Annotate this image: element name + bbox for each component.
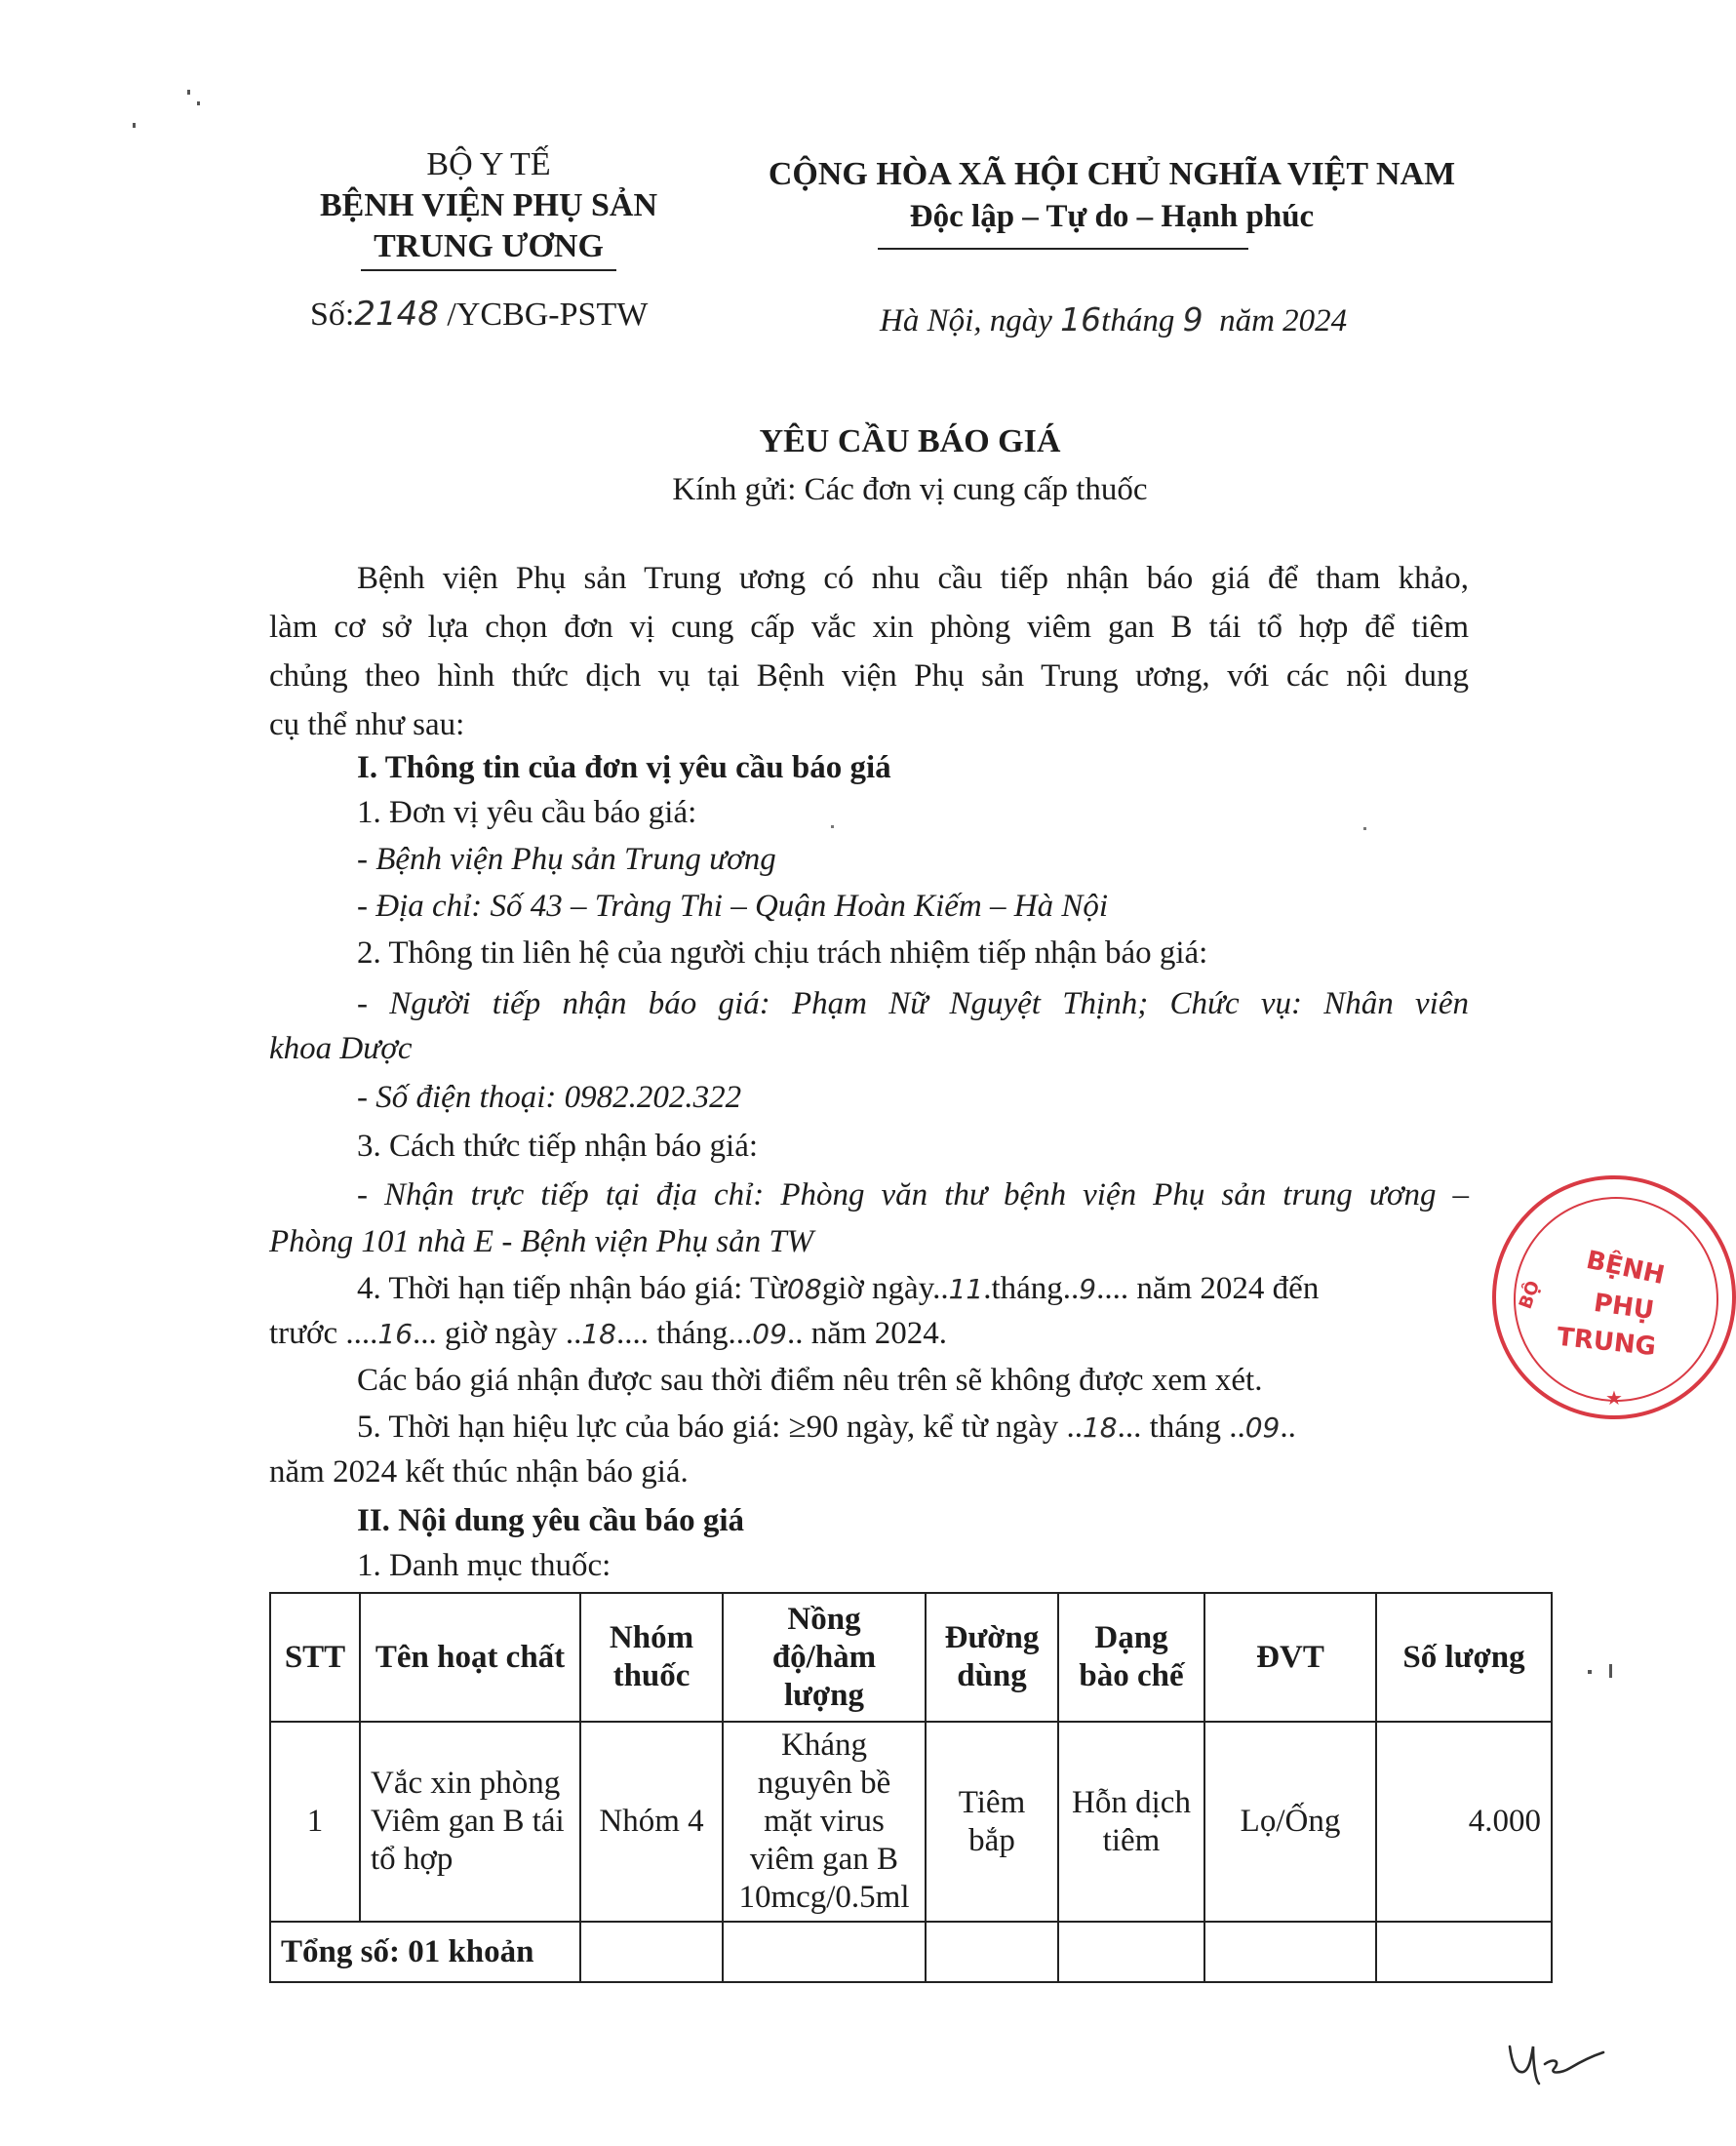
item4-hour2-handwritten: 16: [377, 1318, 414, 1350]
item4-text-h: năm 2024.: [810, 1316, 948, 1351]
document-title: YÊU CẦU BÁO GIÁ: [759, 423, 1061, 459]
header-active-ingredient: Tên hoạt chất: [360, 1593, 580, 1722]
item5-month-handwritten: 09: [1244, 1411, 1281, 1444]
cell-empty: [1376, 1922, 1552, 1982]
document-date: [880, 300, 1347, 339]
table-total-row: [270, 1922, 1552, 1982]
scan-speck: [197, 101, 200, 105]
drug-table: [269, 1592, 1553, 1983]
section1-item1-name: - Bệnh viện Phụ sản Trung ương: [357, 842, 776, 877]
intro-line-4: cụ thể như sau:: [269, 707, 465, 742]
ministry-name: BỘ Y TẾ: [426, 146, 551, 182]
item4-month1-handwritten: 9: [1079, 1273, 1097, 1305]
date-year: năm 2024: [1219, 303, 1348, 338]
motto-underline: [878, 248, 1248, 250]
cell-unit: Lọ/Ống: [1204, 1722, 1376, 1922]
date-month-label: tháng: [1101, 303, 1175, 338]
cell-empty: [580, 1922, 723, 1982]
item4-text-b: giờ ngày: [821, 1271, 933, 1306]
section1-item3-label: 3. Cách thức tiếp nhận báo giá:: [357, 1129, 759, 1164]
table-header-row: [270, 1593, 1552, 1722]
item4-text-d: năm 2024 đến: [1136, 1271, 1320, 1306]
date-day-handwritten: 16: [1060, 300, 1102, 338]
item4-hour1-handwritten: 08: [787, 1273, 822, 1305]
cell-drug-group: Nhóm 4: [580, 1722, 723, 1922]
cell-empty: [723, 1922, 926, 1982]
stamp-text-3: TRUNG: [1555, 1322, 1658, 1363]
cell-empty: [1058, 1922, 1204, 1982]
section1-item3-line2: Phòng 101 nhà E - Bệnh viện Phụ sản TW: [269, 1224, 814, 1259]
number-handwritten: 2148: [354, 295, 439, 334]
scan-speck: [133, 123, 136, 128]
item4-day1-handwritten: 11: [948, 1273, 984, 1305]
section1-item2-label: 2. Thông tin liên hệ của người chịu trách nhiệm tiếp nhận báo giá:: [357, 935, 1208, 971]
cell-empty: [926, 1922, 1058, 1982]
stamp-text-1: BỆNH: [1583, 1245, 1668, 1292]
country-name: CỘNG HÒA XÃ HỘI CHỦ NGHĨA VIỆT NAM: [768, 156, 1456, 192]
header-drug-group: Nhóm thuốc: [580, 1593, 723, 1722]
number-suffix: /YCBG-PSTW: [447, 297, 649, 333]
section1-item4-line2: trước ....16... giờ ngày ..18.... tháng...09.. năm 2024.: [269, 1316, 948, 1351]
intro-line-2: làm cơ sở lựa chọn đơn vị cung cấp vắc xin phòng viêm gan B tái tổ hợp để tiêm: [269, 610, 1469, 645]
table-row: [270, 1722, 1552, 1922]
initials-signature: [1502, 2029, 1609, 2097]
item4-text-f: giờ ngày: [445, 1316, 558, 1351]
scan-speck: [1588, 1670, 1592, 1674]
national-motto: Độc lập – Tự do – Hạnh phúc: [909, 199, 1315, 234]
hospital-underline: [361, 269, 616, 271]
stamp-text-4: BỘ: [1515, 1278, 1545, 1312]
stamp-star-icon: ★: [1605, 1386, 1623, 1410]
item4-text-e: trước: [269, 1316, 338, 1351]
header-unit: ĐVT: [1204, 1593, 1376, 1722]
cell-empty: [1204, 1922, 1376, 1982]
header-stt: STT: [270, 1593, 360, 1722]
section1-item1-address: - Địa chỉ: Số 43 – Tràng Thi – Quận Hoàn Kiếm – Hà Nội: [357, 889, 1109, 924]
stamp-text-2: PHỤ: [1592, 1288, 1656, 1327]
item5-text-b: tháng: [1149, 1410, 1221, 1445]
cell-dosage-form: Hỗn dịch tiêm: [1058, 1722, 1204, 1922]
section1-item4-line1: 4. Thời hạn tiếp nhận báo giá: Từ08giờ ngày..11.tháng..9.... năm 2024 đến: [357, 1271, 1320, 1306]
number-prefix: Số:: [310, 297, 355, 333]
hospital-name-line1: BỆNH VIỆN PHỤ SẢN: [319, 187, 658, 223]
hospital-name-line2: TRUNG ƯƠNG: [374, 228, 604, 264]
official-stamp: [1492, 1175, 1736, 1419]
date-month-handwritten: 9: [1182, 300, 1203, 338]
header-quantity: Số lượng: [1376, 1593, 1552, 1722]
scan-speck: [1363, 827, 1366, 830]
intro-line-1: Bệnh viện Phụ sản Trung ương có nhu cầu tiếp nhận báo giá để tham khảo,: [357, 561, 1469, 596]
item4-text-c: tháng: [991, 1271, 1063, 1306]
item4-month2-handwritten: 09: [752, 1318, 787, 1350]
header-strength: Nồng độ/hàm lượng: [723, 1593, 926, 1722]
section1-item4-note: Các báo giá nhận được sau thời điểm nêu trên sẽ không được xem xét.: [357, 1363, 1263, 1398]
item4-day2-handwritten: 18: [581, 1318, 616, 1350]
section1-item2-person-line1: - Người tiếp nhận báo giá: Phạm Nữ Nguyệt Thịnh; Chức vụ: Nhân viên: [357, 986, 1469, 1021]
item4-text-g: tháng: [656, 1316, 729, 1351]
cell-total: Tổng số: 01 khoản: [270, 1922, 580, 1982]
cell-active-ingredient: Vắc xin phòng Viêm gan B tái tổ hợp: [360, 1722, 580, 1922]
scan-speck: [187, 90, 190, 95]
section1-item2-person-line2: khoa Dược: [269, 1031, 413, 1066]
cell-strength: Kháng nguyên bề mặt virus viêm gan B 10mcg/0.5ml: [723, 1722, 926, 1922]
recipient-line: Kính gửi: Các đơn vị cung cấp thuốc: [672, 472, 1148, 507]
scan-speck: [831, 825, 834, 828]
item5-text-a: 5. Thời hạn hiệu lực của báo giá: ≥90 ngày, kể từ ngày: [357, 1410, 1059, 1445]
header-dosage-form: Dạng bào chế: [1058, 1593, 1204, 1722]
section1-item5-line2: năm 2024 kết thúc nhận báo giá.: [269, 1454, 689, 1490]
section2-heading: II. Nội dung yêu cầu báo giá: [357, 1503, 745, 1538]
cell-stt: 1: [270, 1722, 360, 1922]
section1-item3-line1: - Nhận trực tiếp tại địa chỉ: Phòng văn thư bệnh viện Phụ sản trung ương –: [357, 1177, 1469, 1212]
document-number: [310, 295, 648, 334]
date-place: Hà Nội, ngày: [880, 303, 1052, 338]
intro-line-3: chủng theo hình thức dịch vụ tại Bệnh viện Phụ sản Trung ương, với các nội dung: [269, 658, 1469, 694]
scan-speck: [1609, 1664, 1612, 1678]
section1-item2-phone: - Số điện thoại: 0982.202.322: [357, 1080, 742, 1115]
section1-item1-label: 1. Đơn vị yêu cầu báo giá:: [357, 795, 697, 830]
item5-day-handwritten: 18: [1082, 1411, 1118, 1444]
item4-text-a: 4. Thời hạn tiếp nhận báo giá: Từ: [357, 1271, 788, 1306]
cell-quantity: 4.000: [1376, 1722, 1552, 1922]
cell-route: Tiêm bắp: [926, 1722, 1058, 1922]
section2-item1-label: 1. Danh mục thuốc:: [357, 1548, 612, 1583]
header-route: Đường dùng: [926, 1593, 1058, 1722]
section1-heading: I. Thông tin của đơn vị yêu cầu báo giá: [357, 750, 891, 785]
section1-item5-line1: 5. Thời hạn hiệu lực của báo giá: ≥90 ngày, kể từ ngày ..18... tháng ..09..: [357, 1410, 1296, 1445]
